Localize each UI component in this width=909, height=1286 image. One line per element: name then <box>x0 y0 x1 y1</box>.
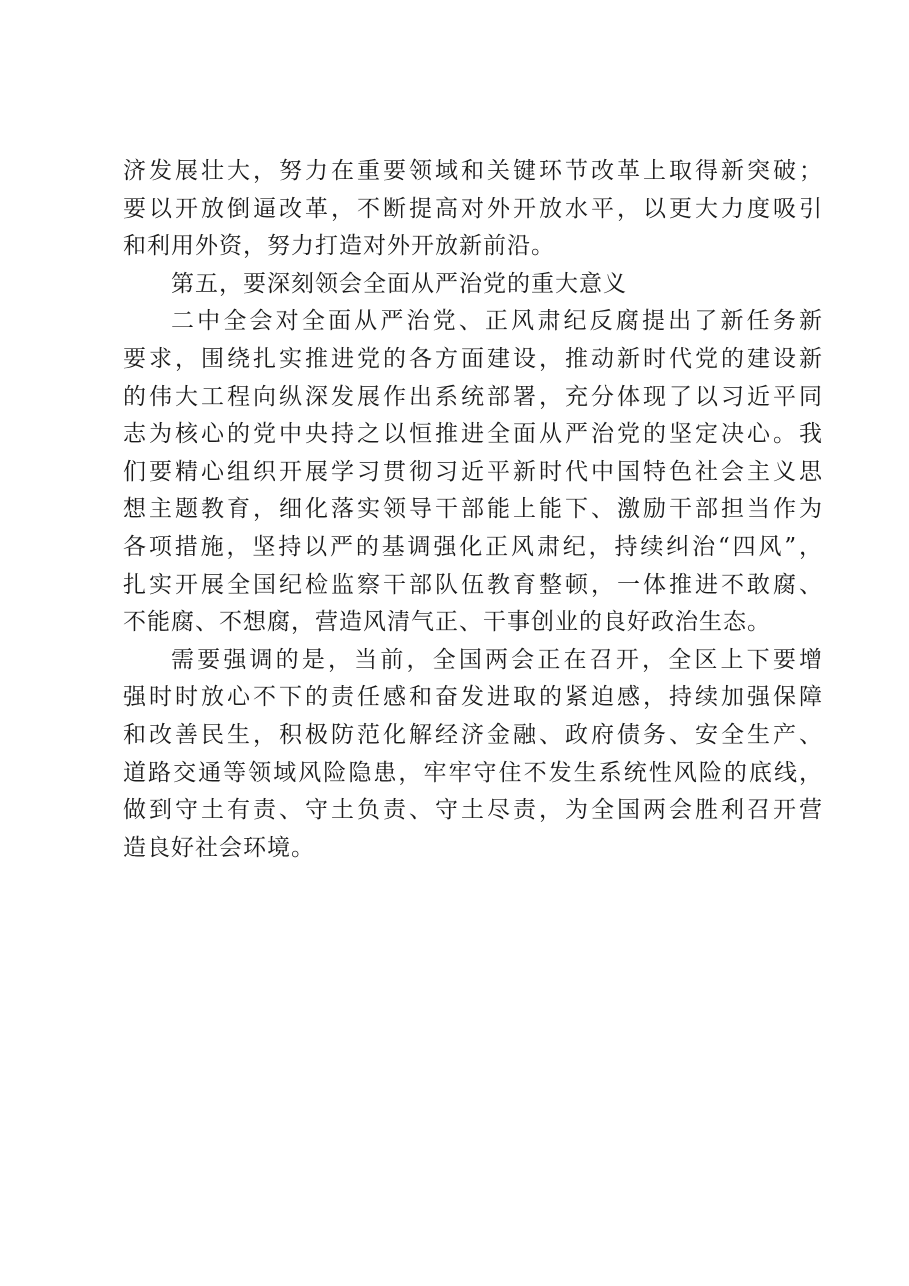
text-line: 二中全会对全面从严治党、正风肃纪反腐提出了新任务新 <box>171 308 823 335</box>
text-line: 不能腐、不想腐，营造风清气正、干事创业的良好政治生态。 <box>123 609 771 636</box>
text-line: 的伟大工程向纵深发展作出系统部署，充分体现了以习近平同 <box>123 383 823 410</box>
text-line: 道路交通等领域风险隐患，牢牢守住不发生系统性风险的底线， <box>123 759 823 786</box>
paragraph-strict-governance <box>123 303 823 641</box>
text-line: 扎实开展全国纪检监察干部队伍教育整顿，一体推进不敢腐、 <box>123 571 823 598</box>
text-line: 需要强调的是，当前，全国两会正在召开，全区上下要增 <box>171 646 823 673</box>
text-line: 济发展壮大，努力在重要领域和关键环节改革上取得新突破； <box>123 158 823 184</box>
text-line: 强时时放心不下的责任感和奋发进取的紧迫感，持续加强保障 <box>123 684 823 711</box>
text-line: 和改善民生，积极防范化解经济金融、政府债务、安全生产、 <box>123 721 823 748</box>
text-line: 志为核心的党中央持之以恒推进全面从严治党的坚定决心。我 <box>123 421 823 448</box>
document-body <box>123 153 823 867</box>
section-heading: 第五，要深刻领会全面从严治党的重大意义 <box>171 270 627 297</box>
text-line: 做到守土有责、守土负责、守土尽责，为全国两会胜利召开营 <box>123 797 823 824</box>
text-line: 和利用外资，努力打造对外开放新前沿。 <box>123 233 555 260</box>
text-line: 们要精心组织开展学习贯彻习近平新时代中国特色社会主义思 <box>123 458 823 485</box>
paragraph-continuation <box>123 153 823 266</box>
paragraph-emphasis <box>123 642 823 868</box>
text-line: 造良好社会环境。 <box>123 834 315 861</box>
text-line: 要以开放倒逼改革，不断提高对外开放水平，以更大力度吸引 <box>123 195 823 222</box>
text-line: 要求，围绕扎实推进党的各方面建设，推动新时代党的建设新 <box>123 345 823 372</box>
text-line: 各项措施，坚持以严的基调强化正风肃纪，持续纠治“四风”， <box>123 533 823 560</box>
text-line: 想主题教育，细化落实领导干部能上能下、激励干部担当作为 <box>123 496 823 523</box>
